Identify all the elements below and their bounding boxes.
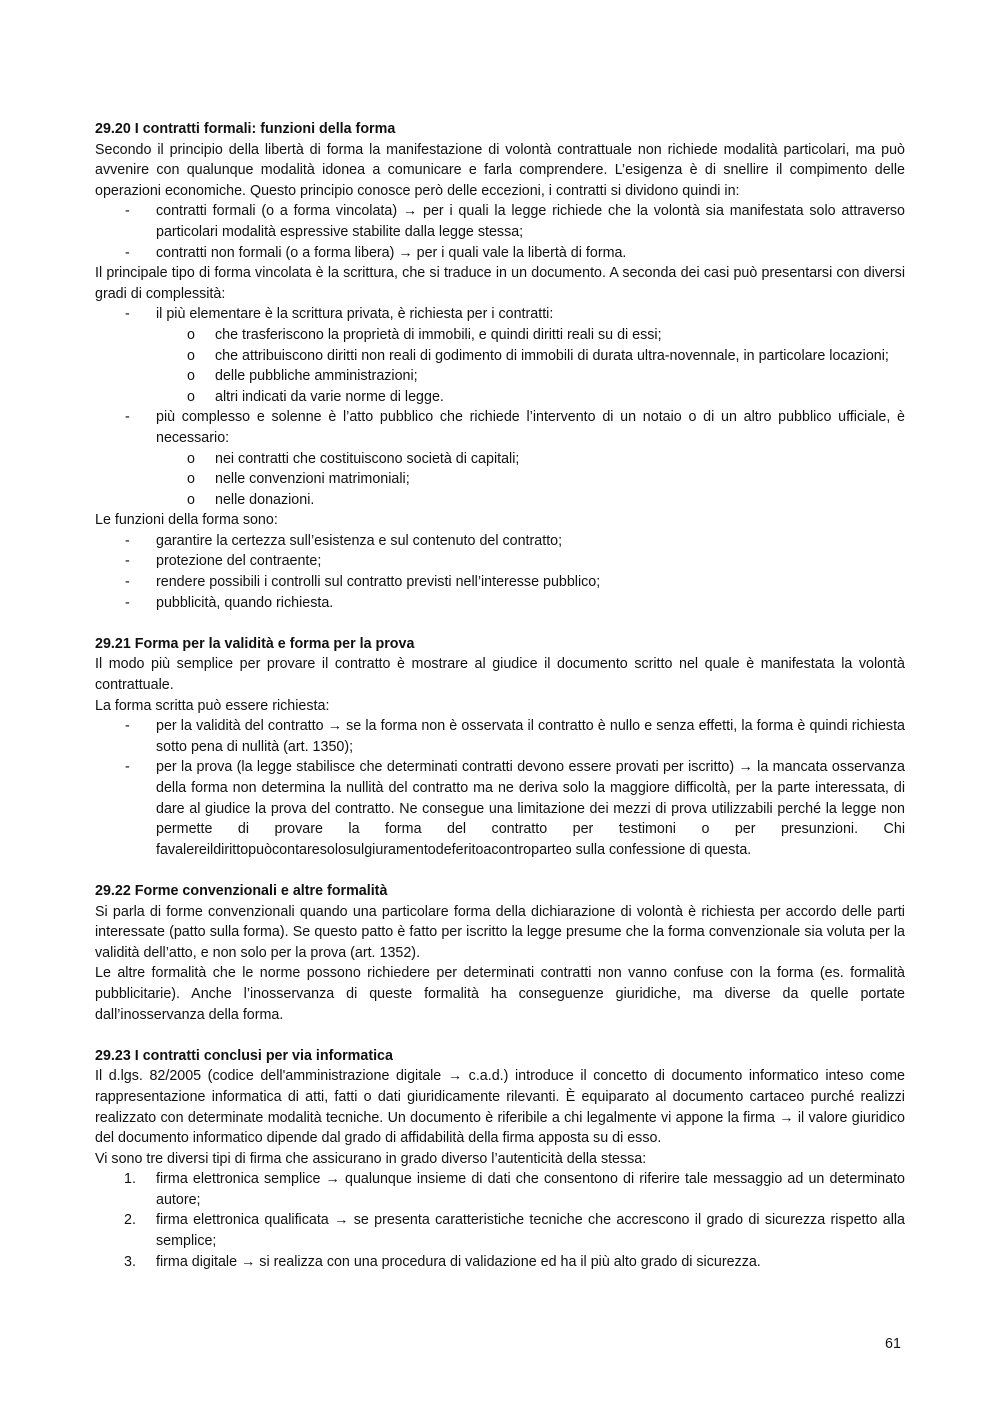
dash-bullet: - [125, 718, 130, 735]
dash-bullet: - [125, 759, 130, 776]
list-item [95, 593, 905, 614]
list-item-text: per la prova (la legge stabilisce che determinati contratti devono essere provati per iscritto) → la mancata osservanza della forma non determina la nullità del contratto ma ne deriva solo la maggiore difficoltà, per la parte interessata, di dare al giudice la prova del contratto. Ne consegue una limitazione dei mezzi di prova utilizzabili perché la legge non permette di provare la forma del contratto per testimoni o per presunzioni. Chi favalereildirittopuòcontaresolosulgiuramentodeferitoacontroparteo sulla confessione di questa. [156, 759, 905, 858]
section-29-22 [95, 881, 905, 1025]
sub-list-item-text: che attribuiscono diritti non reali di godimento di immobili di durata ultra-novennale, in particolare locazioni; [215, 347, 889, 364]
sub-list-item-text: nelle convenzioni matrimoniali; [215, 471, 410, 488]
sub-list-item [156, 387, 905, 408]
sub-list-item-text: nelle donazioni. [215, 491, 315, 508]
sub-list-item [156, 366, 905, 387]
sub-list-item-text: che trasferiscono la proprietà di immobili, e quindi diritti reali su di essi; [215, 326, 662, 343]
section-heading: 29.22 Forme convenzionali e altre formalità [95, 882, 388, 899]
sub-list-item [156, 469, 905, 490]
sub-list-item [156, 346, 905, 367]
dash-list [95, 716, 905, 860]
sub-list [95, 449, 905, 511]
dash-list [95, 407, 905, 448]
numbered-list-item [95, 1210, 905, 1251]
circle-bullet: o [187, 388, 195, 405]
section-heading: 29.23 I contratti conclusi per via informatica [95, 1047, 393, 1064]
list-item-text: firma elettronica semplice → qualunque insieme di dati che consentono di riferire tale messaggio ad un determinato autore; [156, 1171, 905, 1208]
section-29-20 [95, 119, 905, 613]
section-heading: 29.21 Forma per la validità e forma per la prova [95, 635, 415, 652]
dash-bullet: - [125, 574, 130, 591]
list-item [95, 716, 905, 757]
list-item-text: firma elettronica qualificata → se presenta caratteristiche tecniche che accrescono il grado di sicurezza rispetto alla semplice; [156, 1212, 905, 1250]
dash-bullet: - [125, 306, 130, 323]
list-item-text: per la validità del contratto → se la forma non è osservata il contratto è nullo e senza effetti, la forma è quindi richiesta sotto pena di nullità (art. 1350); [156, 718, 905, 755]
sub-list-item [156, 490, 905, 511]
dash-bullet: - [125, 409, 130, 426]
paragraph: Il d.lgs. 82/2005 (codice dell'amministrazione digitale → c.a.d.) introduce il concetto di documento informatico inteso come rappresentazione informatica di atti, fatti o dati giuridicamente rilevanti. È equiparato al documento cartaceo purché realizzi realizzato con determinate modalità tecniche. Un documento è riferibile a chi legalmente vi appone la firma → il valore giuridico del documento informatico dipende dal grado di affidabilità della firma apposta su di esso. [95, 1068, 905, 1147]
section-heading: 29.20 I contratti formali: funzioni della forma [95, 121, 396, 137]
sub-list-item-text: altri indicati da varie norme di legge. [215, 388, 444, 405]
list-item [95, 407, 905, 448]
paragraph: Il principale tipo di forma vincolata è la scrittura, che si traduce in un documento. A seconda dei casi può presentarsi con diversi gradi di complessità: [95, 265, 905, 302]
numbered-list [95, 1169, 905, 1272]
list-item-text: il più elementare è la scrittura privata, è richiesta per i contratti: [156, 306, 554, 323]
dash-bullet: - [125, 244, 130, 261]
list-item-text: più complesso e solenne è l’atto pubblico che richiede l’intervento di un notaio o di un altro pubblico ufficiale, è necessario: [156, 409, 905, 446]
list-item-text: contratti formali (o a forma vincolata) → per i quali la legge richiede che la volontà sia manifestata solo attraverso particolari modalità espressive stabilite dalla legge stessa; [156, 203, 905, 240]
dash-list [95, 304, 905, 325]
sub-list-item [156, 325, 905, 346]
list-item [95, 243, 905, 264]
numbered-list-item [95, 1169, 905, 1210]
circle-bullet: o [187, 368, 195, 385]
list-item-text: protezione del contraente; [156, 553, 322, 570]
list-number: 2. [124, 1212, 136, 1229]
numbered-list-item [95, 1252, 905, 1273]
dash-list [95, 531, 905, 613]
list-item [95, 757, 905, 860]
list-item [95, 551, 905, 572]
paragraph: Secondo il principio della libertà di forma la manifestazione di volontà contrattuale non richiede modalità particolari, ma può avvenire con qualunque modalità idonea a comunicare e farla comprendere. L’esigenza è di snellire il compimento delle operazioni economiche. Questo principio conosce però delle eccezioni, i contratti si dividono quindi in: [95, 141, 905, 199]
list-number: 3. [124, 1253, 136, 1270]
section-29-21 [95, 634, 905, 861]
dash-bullet: - [125, 532, 130, 549]
sub-list-item [156, 449, 905, 470]
dash-bullet: - [125, 203, 130, 220]
dash-bullet: - [125, 594, 130, 611]
list-item [95, 572, 905, 593]
paragraph: Le funzioni della forma sono: [95, 512, 278, 529]
list-item-text: rendere possibili i controlli sul contratto previsti nell’interesse pubblico; [156, 574, 601, 591]
paragraph: Si parla di forme convenzionali quando una particolare forma della dichiarazione di volontà è richiesta per accordo delle parti interessate (patto sulla forma). Se questo patto è fatto per iscritto la legge presume che la forma convenzionale sia voluta per la validità dell’atto, e non solo per la prova (art. 1352). [95, 903, 905, 961]
circle-bullet: o [187, 347, 195, 364]
circle-bullet: o [187, 471, 195, 488]
list-item [95, 201, 905, 242]
list-item-text: garantire la certezza sull’esistenza e sul contenuto del contratto; [156, 532, 563, 549]
list-number: 1. [124, 1171, 136, 1188]
list-item [95, 304, 905, 325]
circle-bullet: o [187, 450, 195, 467]
list-item-text: contratti non formali (o a forma libera) → per i quali vale la libertà di forma. [156, 244, 627, 261]
page-number: 61 [885, 1336, 901, 1352]
dash-bullet: - [125, 553, 130, 570]
paragraph: Le altre formalità che le norme possono richiedere per determinati contratti non vanno confuse con la forma (es. formalità pubblicitarie). Anche l’inosservanza di queste formalità ha conseguenze giuridiche, ma diverse da quelle portate dall’inosservanza della forma. [95, 965, 905, 1023]
sub-list [95, 325, 905, 407]
document-page [95, 119, 905, 1272]
circle-bullet: o [187, 491, 195, 508]
list-item-text: firma digitale → si realizza con una procedura di validazione ed ha il più alto grado di sicurezza. [156, 1253, 761, 1270]
section-29-23 [95, 1046, 905, 1273]
paragraph: Il modo più semplice per provare il contratto è mostrare al giudice il documento scritto nel quale è manifestata la volontà contrattuale. [95, 656, 905, 694]
sub-list-item-text: nei contratti che costituiscono società di capitali; [215, 450, 520, 467]
paragraph: La forma scritta può essere richiesta: [95, 697, 330, 714]
paragraph: Vi sono tre diversi tipi di firma che assicurano in grado diverso l’autenticità della stessa: [95, 1150, 647, 1167]
sub-list-item-text: delle pubbliche amministrazioni; [215, 368, 418, 385]
dash-list [95, 201, 905, 263]
circle-bullet: o [187, 326, 195, 343]
list-item-text: pubblicità, quando richiesta. [156, 594, 334, 611]
list-item [95, 531, 905, 552]
